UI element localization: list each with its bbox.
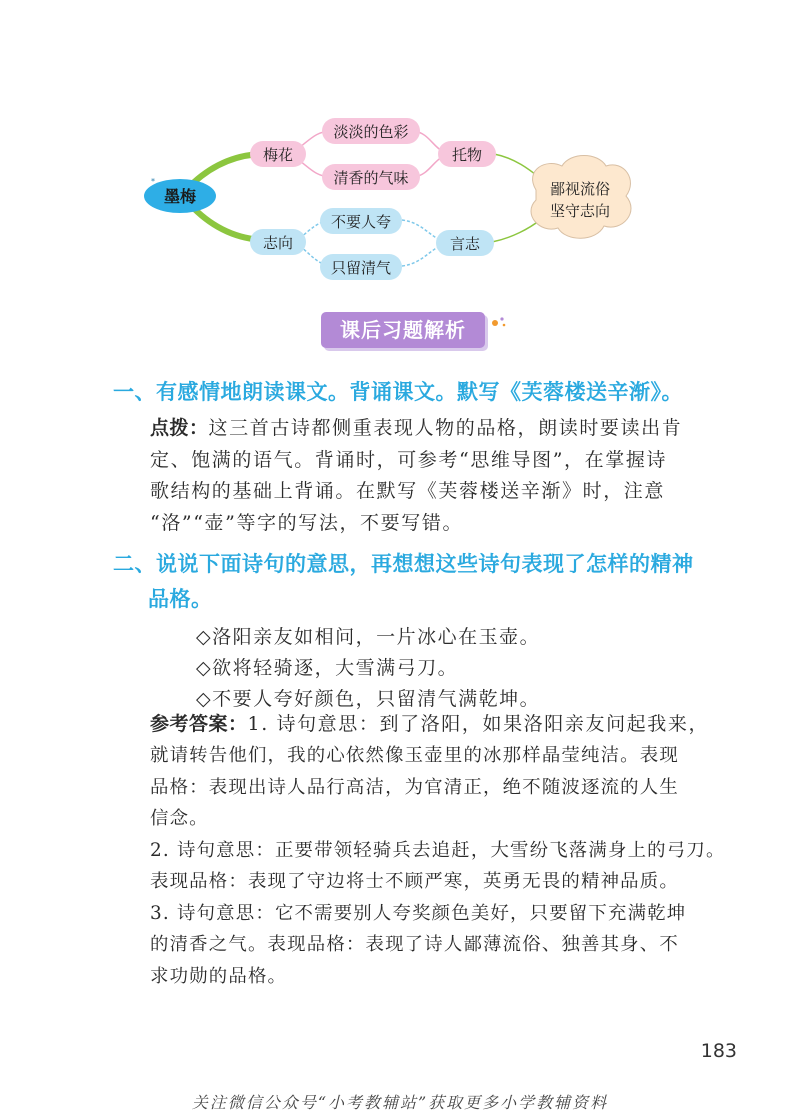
node-danse-label: 淡淡的色彩 <box>333 123 409 141</box>
answer-block-rest <box>150 740 730 992</box>
hint-text-line2: 定、饱满的语气。背诵时，可参考“思维导图”，在掌握诗 <box>150 448 668 471</box>
page-number: 183 <box>700 1040 737 1062</box>
root-node <box>144 177 216 213</box>
connector <box>402 246 440 266</box>
answer-line: 表现品格：表现了守边将士不顾严寒，英勇无畏的精神品质。 <box>150 871 679 892</box>
footer-watermark: 关注微信公众号“小考教辅站”获取更多小学教辅资料 <box>191 1093 609 1112</box>
hint-label: 点拨： <box>150 417 209 439</box>
node-tuowu <box>438 141 496 167</box>
answer-line: 3. 诗句意思：它不需要别人夸奖颜色美好，只要留下充满乾坤 <box>150 902 687 924</box>
answer-block <box>150 709 730 741</box>
answer-line: 的清香之气。表现品格：表现了诗人鄙薄流俗、独善其身、不 <box>150 934 679 955</box>
node-zhiliuqingqi-label: 只留清气 <box>330 259 392 277</box>
node-tuowu-label: 托物 <box>451 146 483 164</box>
decorative-dots-icon <box>488 314 508 330</box>
hint-text-line1: 这三首古诗都侧重表现人物的品格，朗读时要读出肯 <box>208 417 683 439</box>
conclusion-cloud <box>531 156 631 239</box>
poem-line: ◇洛阳亲友如相问，一片冰心在玉壶。 <box>196 626 541 648</box>
question-2-title-line1: 二、说说下面诗句的意思，再想想这些诗句表现了怎样的精神 <box>113 552 694 576</box>
question-1-hint <box>150 413 730 539</box>
node-danse <box>322 118 420 144</box>
node-buyaorenkua-label: 不要人夸 <box>330 213 392 231</box>
poem-line: ◇不要人夸好颜色，只留清气满乾坤。 <box>196 688 541 710</box>
node-buyaorenkua <box>320 208 402 234</box>
node-zhixiang <box>250 229 306 255</box>
question-1-title: 一、有感情地朗读课文。背诵课文。默写《芙蓉楼送辛渐》。 <box>113 380 683 404</box>
connector <box>402 220 440 240</box>
node-yanzhi <box>436 230 494 256</box>
hint-text-line4: “洛”“壶”等字的写法，不要写错。 <box>150 511 464 534</box>
node-zhiliuqingqi <box>320 254 402 280</box>
answer-line: 信念。 <box>150 808 209 829</box>
answer-line: 1. 诗句意思：到了洛阳，如果洛阳亲友问起我来， <box>247 713 710 735</box>
question-2-title-line2: 品格。 <box>148 587 213 611</box>
node-zhixiang-label: 志向 <box>262 234 294 252</box>
conclusion-line1: 鄙视流俗 <box>549 180 611 198</box>
node-qingxiang <box>322 164 420 190</box>
section-banner: 课后习题解析 <box>321 312 485 348</box>
answer-line: 求功勋的品格。 <box>150 965 288 987</box>
poem-line: ◇欲将轻骑逐，大雪满弓刀。 <box>196 657 459 679</box>
answer-label: 参考答案： <box>150 713 248 735</box>
node-qingxiang-label: 清香的气味 <box>333 169 409 187</box>
mind-map <box>0 0 800 300</box>
hint-text-line3: 歌结构的基础上背诵。在默写《芙蓉楼送辛渐》时，注意 <box>150 480 666 502</box>
node-meihua-label: 梅花 <box>262 146 294 164</box>
node-yanzhi-label: 言志 <box>449 235 481 253</box>
node-meihua <box>250 141 306 167</box>
answer-line: 就请转告他们，我的心依然像玉壶里的冰那样晶莹纯洁。表现 <box>150 745 679 766</box>
conclusion-line2: 坚守志向 <box>549 202 611 220</box>
answer-line: 2. 诗句意思：正要带领轻骑兵去追赶，大雪纷飞落满身上的弓刀。 <box>150 839 726 861</box>
svg-text:*: * <box>151 177 155 186</box>
answer-line: 品格：表现出诗人品行高洁，为官清正，绝不随波逐流的人生 <box>150 776 679 798</box>
connector <box>492 220 540 242</box>
root-label: 墨梅 <box>163 187 197 206</box>
